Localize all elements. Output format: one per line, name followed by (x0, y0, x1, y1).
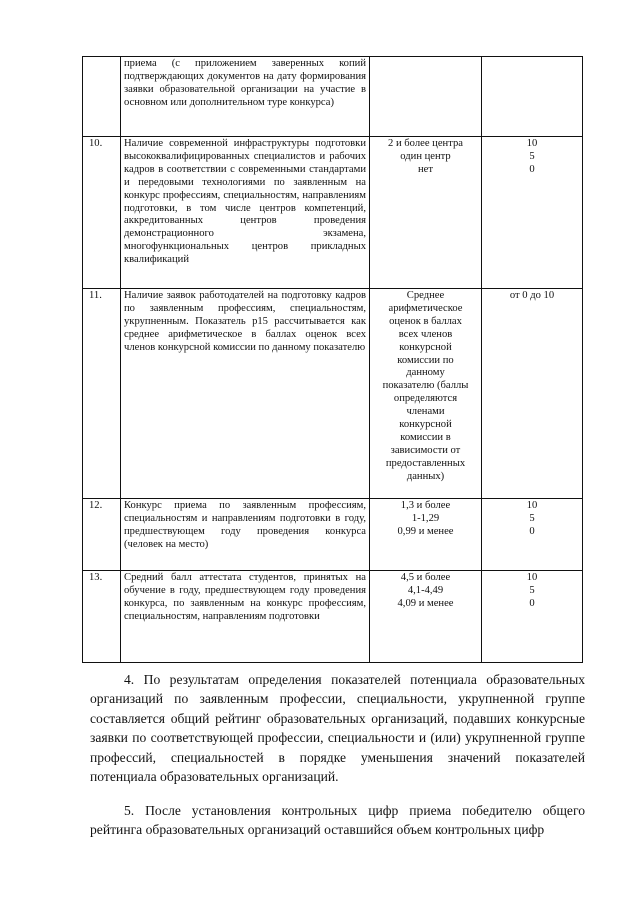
points-line: 0 (529, 163, 535, 175)
points-line: 10 (526, 500, 538, 511)
table-row (83, 571, 583, 663)
condition-line: зависимости от (390, 444, 461, 456)
condition-line: 4,09 и менее (397, 597, 454, 609)
condition-line: показателю (баллы (382, 380, 469, 392)
points-line: 0 (529, 525, 535, 537)
condition-line: членами (406, 406, 445, 418)
condition-line: оценок в баллах (389, 315, 462, 327)
condition-line: определяются (393, 393, 458, 405)
table-row (83, 499, 583, 571)
points-line: 5 (529, 584, 535, 596)
criteria-table (82, 56, 583, 663)
condition-line: конкурсной (399, 341, 452, 353)
row-description: Наличие заявок работодателей на подготовку кадров по заявленным профессиям, специальностям, укрупненным. Показатель p15 рассчитывается как среднее арифметическое в баллах оценок всех членов конкурсной комиссии по данному показателю (121, 289, 370, 499)
row-points (482, 499, 583, 571)
table-row (83, 289, 583, 499)
table-row (83, 57, 583, 137)
paragraph-4: 4. По результатам определения показателей потенциала образовательных организаций по заявленным профессии, специальности, укрупненной группе составляется общий рейтинг образовательных организаций, подавших конкурсные заявки по соответствующей профессии, специальности и (или) укрупненной группе профессий, специальностей в порядке уменьшения значений показателей потенциала образовательных организаций. (90, 672, 585, 785)
table-row (83, 137, 583, 289)
row-condition (370, 499, 482, 571)
points-line: 5 (529, 150, 535, 162)
row-number: 11. (83, 289, 121, 499)
condition-line: конкурсной (399, 419, 452, 431)
row-points (482, 137, 583, 289)
row-points (482, 571, 583, 663)
row-description: Средний балл аттестата студентов, принятых на обучение в году, предшествующем году проведения конкурса, по заявленным на конкурс профессиям, специальностям, направлениям подготовки (121, 571, 370, 663)
row-number (83, 57, 121, 137)
paragraph-5: 5. После установления контрольных цифр приема победителю общего рейтинга образовательных организаций оставшийся объем контрольных цифр (90, 803, 585, 838)
condition-line: всех членов (398, 328, 453, 340)
condition-line: 4,5 и более (400, 572, 451, 583)
condition-line: 0,99 и менее (397, 525, 454, 537)
points-line: 10 (526, 572, 538, 583)
condition-line: 4,1-4,49 (407, 584, 444, 596)
condition-line: комиссии по (397, 354, 454, 366)
points-line: 0 (529, 597, 535, 609)
condition-line: 1,3 и более (400, 500, 451, 511)
row-points (482, 57, 583, 137)
row-description: Конкурс приема по заявленным профессиям, специальностям и направлениям подготовки в году, предшествующем году проведения конкурса (человек на место) (121, 499, 370, 571)
condition-line: 1-1,29 (411, 512, 440, 524)
condition-line: 2 и более центра (388, 138, 463, 149)
row-points (482, 289, 583, 499)
condition-line: предоставленных (385, 457, 466, 469)
row-condition (370, 57, 482, 137)
condition-line: арифметическое (388, 302, 463, 314)
row-number: 12. (83, 499, 121, 571)
row-description: приема (с приложением заверенных копий подтверждающих документов на дату формирования заявки образовательной организации на участие в основном или дополнительном туре конкурса) (121, 57, 370, 137)
row-description: Наличие современной инфраструктуры подготовки высококвалифицированных специалистов и рабочих кадров в соответствии с современными стандартами и передовыми технологиями по заявленным на конкурс профессиям, специальностям, направлениям подготовки, в том числе центров компетенций, аккредитованных центров проведения демонстрационного экзамена, многофункциональных центров прикладных квалификаций (121, 137, 370, 289)
row-condition (370, 137, 482, 289)
row-number: 13. (83, 571, 121, 663)
condition-line: комиссии в (400, 431, 451, 443)
condition-line: один центр (400, 150, 451, 162)
points-line: 10 (526, 138, 538, 149)
condition-line: нет (417, 163, 433, 175)
row-number: 10. (83, 137, 121, 289)
condition-line: Среднее (406, 290, 445, 301)
points-line: 5 (529, 512, 535, 524)
points-line: от 0 до 10 (509, 290, 555, 301)
condition-line: данному (406, 367, 445, 379)
row-condition (370, 289, 482, 499)
condition-line: данных) (406, 470, 445, 482)
row-condition (370, 571, 482, 663)
